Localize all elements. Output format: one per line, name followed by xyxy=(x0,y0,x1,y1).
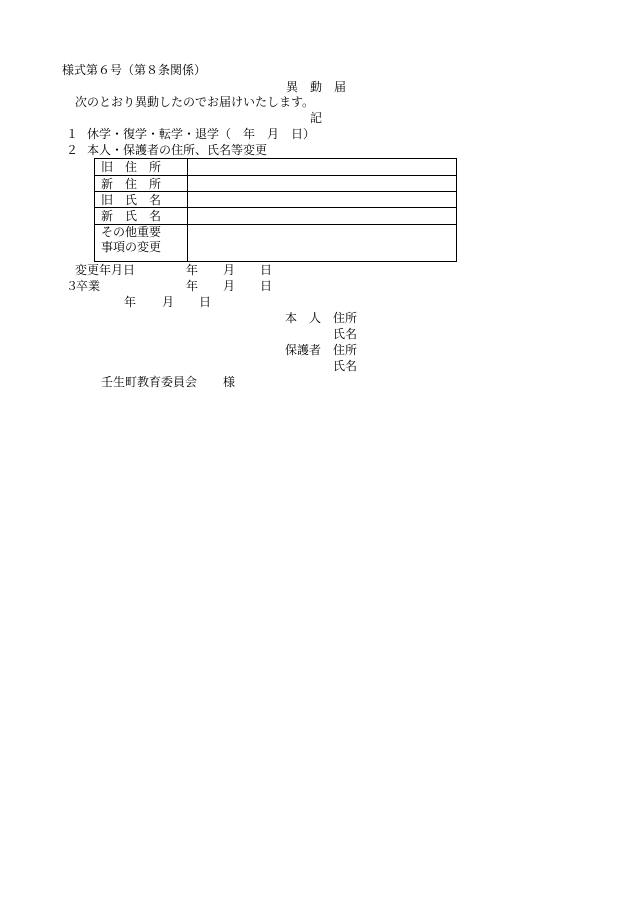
addressee-suffix: 様 xyxy=(223,375,236,389)
table-label-old-name: 旧 氏 名 xyxy=(95,192,188,207)
table-value-cell xyxy=(188,159,456,175)
change-table xyxy=(94,158,457,262)
item3-number: ３ xyxy=(66,279,79,293)
item3-month: 月 xyxy=(223,279,236,293)
guardian-address-label: 住所 xyxy=(333,343,358,357)
person-address-label: 住所 xyxy=(333,311,358,325)
submission-year: 年 xyxy=(124,295,137,309)
guardian-role: 保護者 xyxy=(285,343,322,357)
table-value-cell xyxy=(188,192,456,207)
change-date-month: 月 xyxy=(223,263,236,277)
change-date-label: 変更年月日 xyxy=(75,263,136,277)
addressee-name: 壬生町教育委員会 xyxy=(101,375,198,389)
item2-number: ２ xyxy=(66,143,79,157)
ki-heading: 記 xyxy=(310,111,323,125)
table-row xyxy=(95,192,456,208)
person-name-label: 氏名 xyxy=(333,327,358,341)
guardian-name-label: 氏名 xyxy=(333,359,358,373)
table-row xyxy=(95,225,456,261)
table-label-old-address: 旧 住 所 xyxy=(95,159,188,175)
form-number: 様式第６号（第８条関係） xyxy=(62,63,207,77)
item1-number: １ xyxy=(66,127,79,141)
table-row xyxy=(95,208,456,225)
submission-day: 日 xyxy=(199,295,212,309)
table-value-cell xyxy=(188,225,456,261)
item3-year: 年 xyxy=(186,279,199,293)
table-label-other-changes xyxy=(95,225,188,261)
table-row xyxy=(95,159,456,176)
table-label-new-name: 新 氏 名 xyxy=(95,208,188,224)
change-date-year: 年 xyxy=(186,263,199,277)
person-role: 本 人 xyxy=(285,311,322,325)
table-row xyxy=(95,176,456,192)
item2-text: 本人・保護者の住所、氏名等変更 xyxy=(87,143,268,157)
table-label-line: その他重要 xyxy=(101,225,162,239)
table-value-cell xyxy=(188,208,456,224)
table-label-line: 事項の変更 xyxy=(101,240,162,254)
intro-text: 次のとおり異動したのでお届けいたします。 xyxy=(75,95,315,109)
item3-label: 卒業 xyxy=(76,279,101,293)
item3-day: 日 xyxy=(260,279,273,293)
table-label-new-address: 新 住 所 xyxy=(95,176,188,191)
item1-text: 休学・復学・転学・退学（ 年 月 日） xyxy=(87,127,316,141)
submission-month: 月 xyxy=(162,295,175,309)
document-title: 異 動 届 xyxy=(286,80,347,94)
table-value-cell xyxy=(188,176,456,191)
change-date-day: 日 xyxy=(260,263,273,277)
